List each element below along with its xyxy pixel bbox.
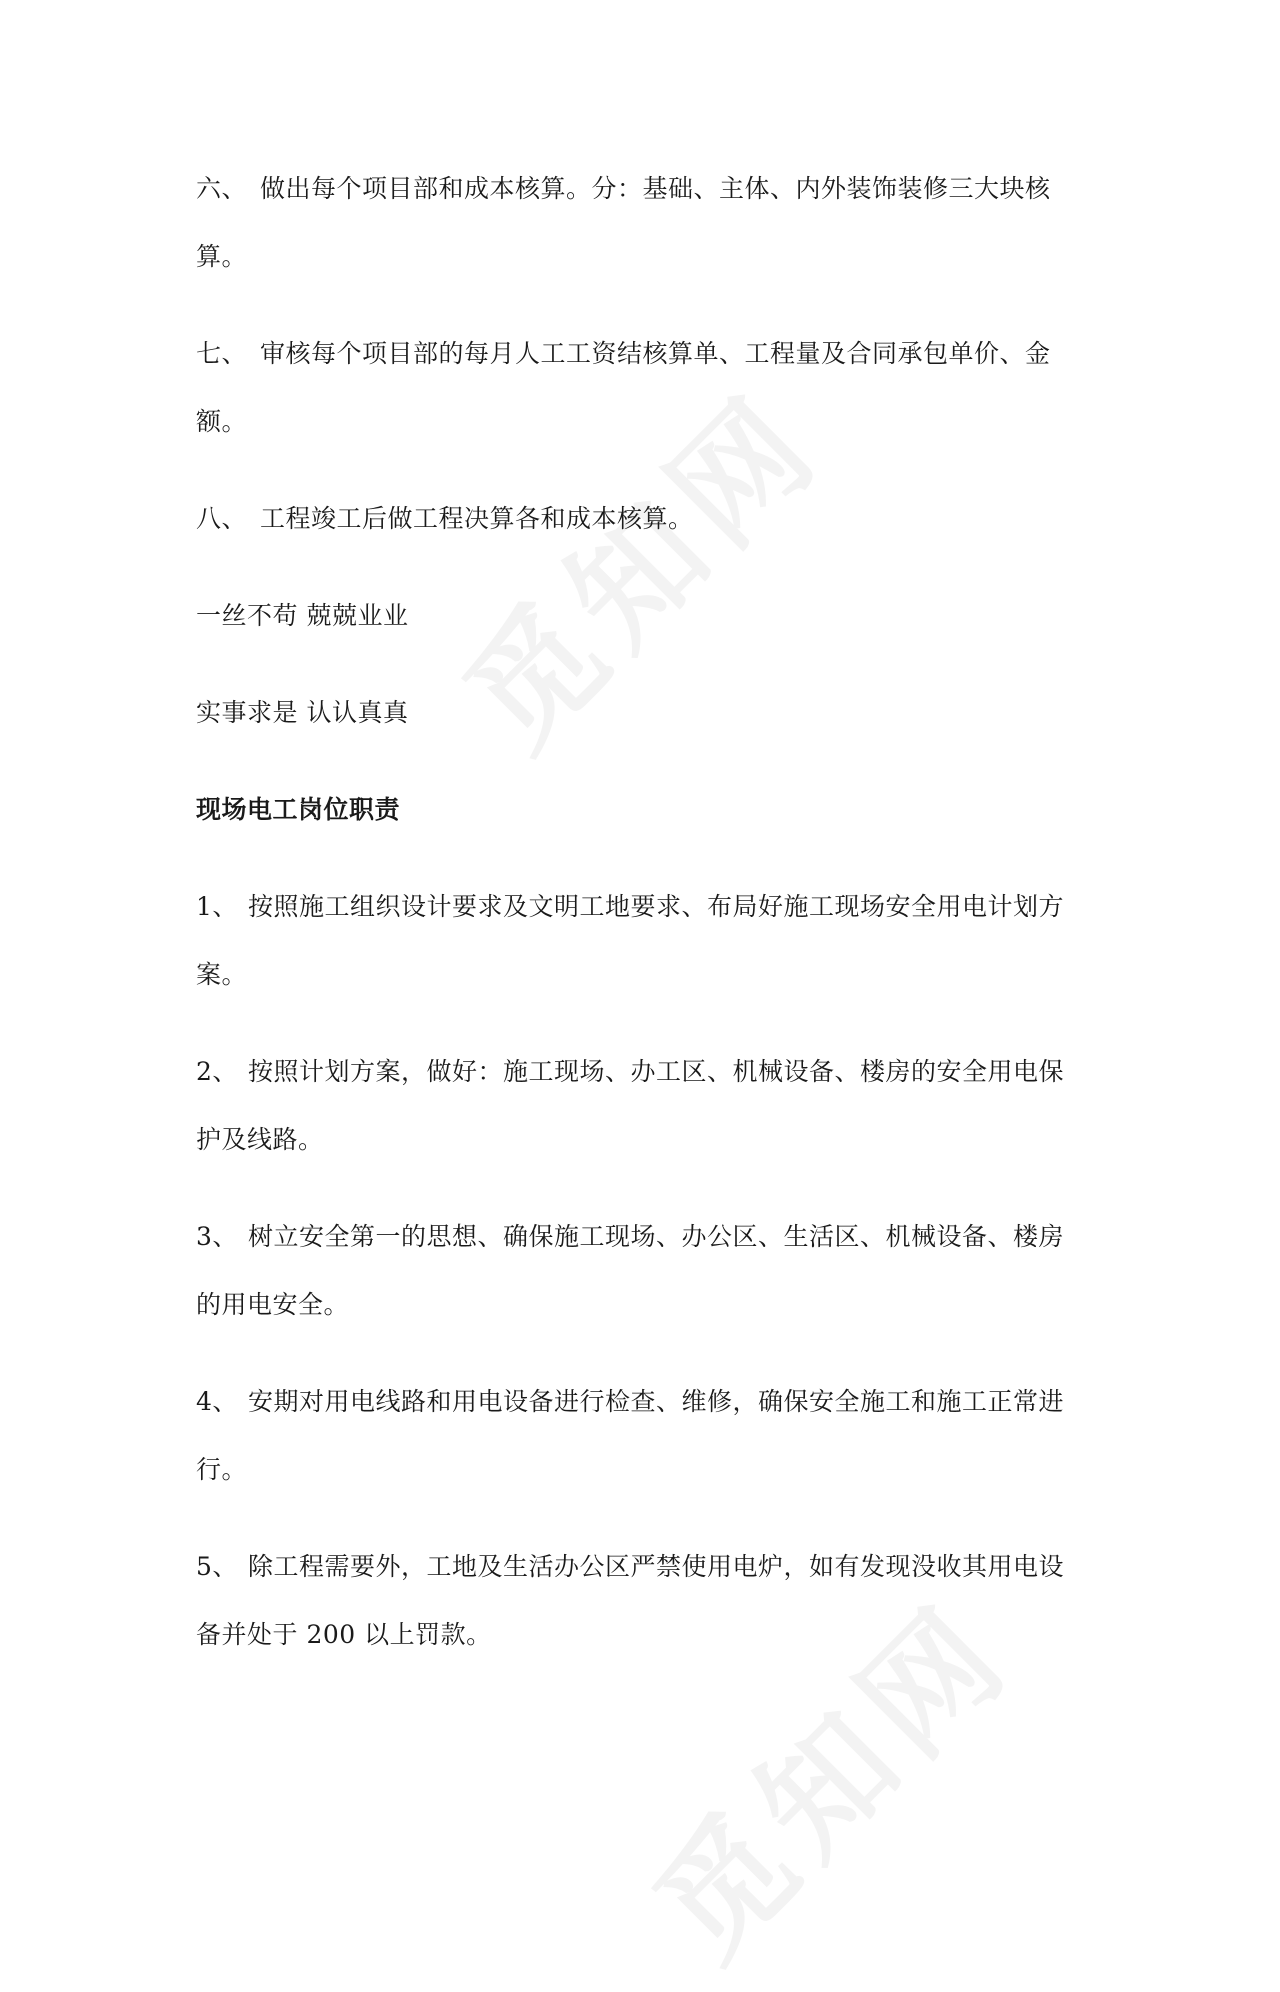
paragraph-item-8 (196, 502, 694, 536)
duty-item-1 (196, 890, 1064, 924)
duty-marker: 4、 (196, 1387, 238, 1416)
motto-line: 一丝不苟 兢兢业业 (196, 601, 409, 630)
duty-item-4 (196, 1385, 1064, 1419)
duty-item-5 (196, 1550, 1064, 1584)
duty-text: 除工程需要外，工地及生活办公区严禁使用电炉，如有发现没收其用电设 (248, 1552, 1065, 1581)
item-marker: 七、 (196, 339, 248, 368)
duty-text: 按照施工组织设计要求及文明工地要求、布局好施工现场安全用电计划方 (248, 892, 1065, 921)
duty-marker: 3、 (196, 1222, 238, 1251)
paragraph-item-6-continuation: 算。 (196, 242, 248, 271)
watermark (417, 345, 855, 783)
item-text: 工程竣工后做工程决算各和成本核算。 (260, 504, 694, 533)
duty-item-5-continuation: 备并处于 200 以上罚款。 (196, 1620, 492, 1649)
item-marker: 六、 (196, 174, 248, 203)
paragraph-item-7-continuation: 额。 (196, 407, 248, 436)
item-text: 审核每个项目部的每月人工工资结核算单、工程量及合同承包单价、金 (260, 339, 1051, 368)
duty-item-3 (196, 1220, 1064, 1254)
duty-text: 树立安全第一的思想、确保施工现场、办公区、生活区、机械设备、楼房 (248, 1222, 1065, 1251)
section-title: 现场电工岗位职责 (196, 795, 401, 824)
duty-item-2-continuation: 护及线路。 (196, 1125, 324, 1154)
duty-marker: 5、 (196, 1552, 238, 1581)
item-text: 做出每个项目部和成本核算。分：基础、主体、内外装饰装修三大块核 (260, 174, 1051, 203)
duty-text: 按照计划方案，做好：施工现场、办工区、机械设备、楼房的安全用电保 (248, 1057, 1065, 1086)
paragraph-item-6 (196, 172, 1051, 206)
duty-item-4-continuation: 行。 (196, 1455, 248, 1484)
duty-item-3-continuation: 的用电安全。 (196, 1290, 350, 1319)
duty-text: 安期对用电线路和用电设备进行检查、维修，确保安全施工和施工正常进 (248, 1387, 1065, 1416)
duty-item-1-continuation: 案。 (196, 960, 248, 989)
duty-marker: 2、 (196, 1057, 238, 1086)
duty-item-2 (196, 1055, 1064, 1089)
motto-line: 实事求是 认认真真 (196, 698, 409, 727)
duty-marker: 1、 (196, 892, 238, 921)
paragraph-item-7 (196, 337, 1051, 371)
watermark (607, 1555, 1045, 1992)
item-marker: 八、 (196, 504, 248, 533)
